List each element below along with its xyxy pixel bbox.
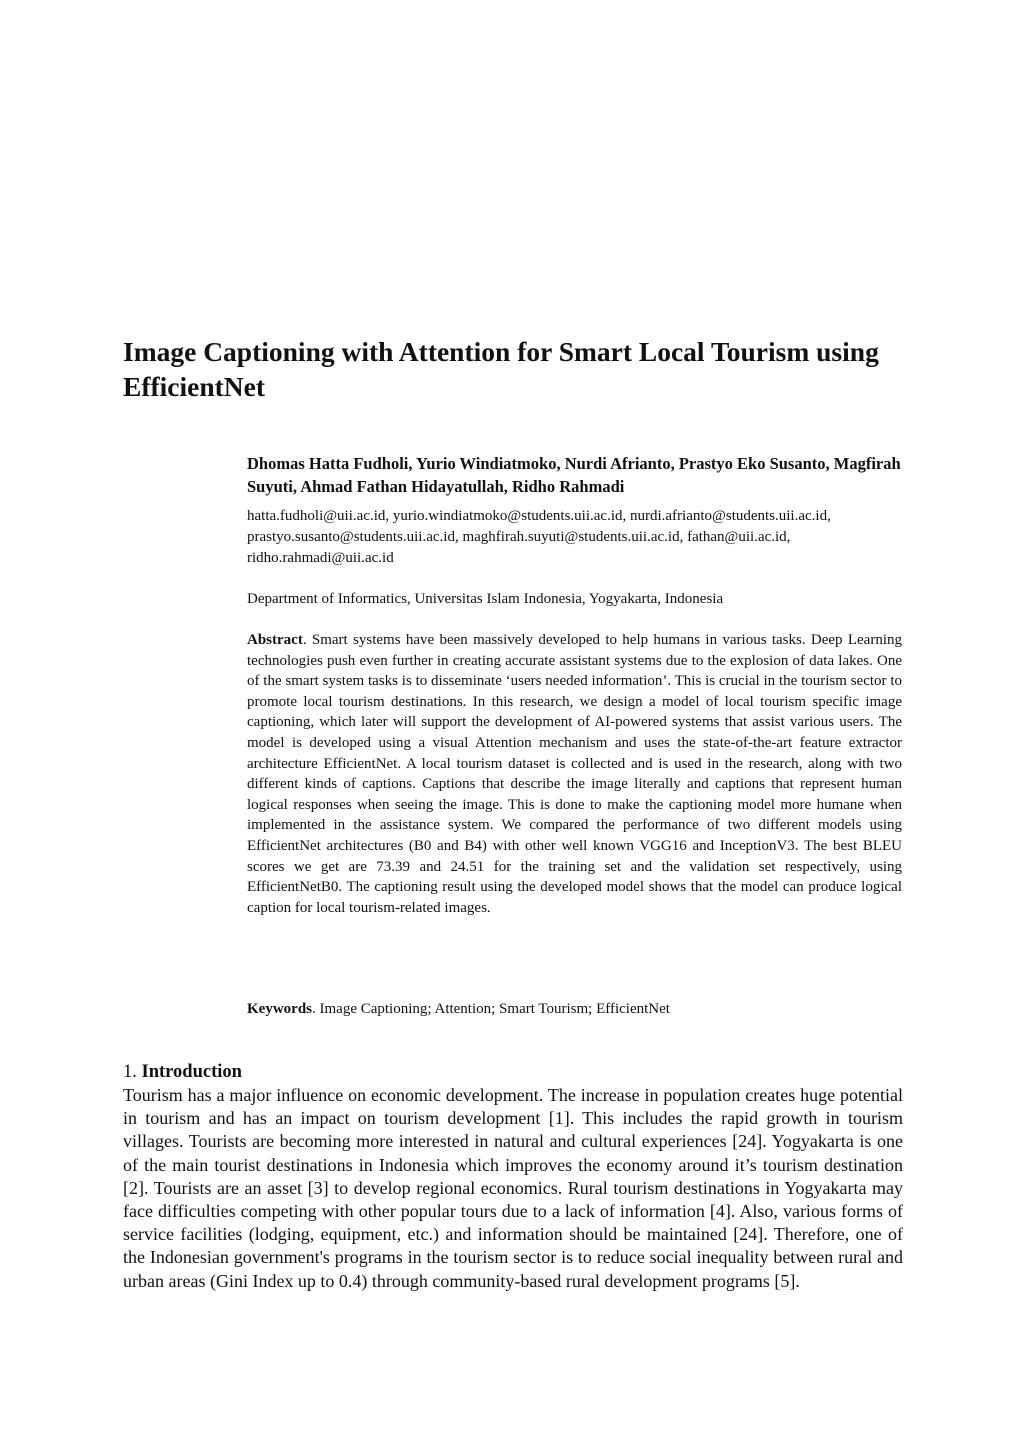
section-title: Introduction [141, 1062, 242, 1082]
introduction-paragraph: Tourism has a major influence on economic development. The increase in population creates huge potential in tourism and has an impact on tourism development [1]. This includes the rapid growth in tourism villages. Tourists are becoming more interested in natural and cultural experiences [24]. Yogyakarta is one of the main tourist destinations in Indonesia which improves the economy around it’s tourism destination [2]. Tourists are an asset [3] to develop regional economics. Rural tourism destinations in Yogyakarta may face difficulties competing with other popular tours due to a lack of information [4]. Also, various forms of service facilities (lodging, equipment, etc.) and information should be maintained [24]. Therefore, one of the Indonesian government's programs in the tourism sector is to reduce social inequality between rural and urban areas (Gini Index up to 0.4) through community-based rural development programs [5]. [123, 1085, 903, 1291]
author-list: Dhomas Hatta Fudholi, Yurio Windiatmoko, Nurdi Afrianto, Prastyo Eko Susanto, Magfirah Suyuti, Ahmad Fathan Hidayatullah, Ridho Rahmadi [247, 454, 901, 496]
abstract-text: . Smart systems have been massively developed to help humans in various tasks. Deep Learning technologies push even further in creating accurate assistant systems due to the explosion of data lakes. One of the smart system tasks is to disseminate ‘users needed information’. This is crucial in the tourism sector to promote local tourism destinations. In this research, we design a model of local tourism specific image captioning, which later will support the development of AI-powered systems that assist various users. The model is developed using a visual Attention mechanism and uses the state-of-the-art feature extractor architecture EfficientNet. A local tourism dataset is collected and is used in the research, along with two different kinds of captions. Captions that describe the image literally and captions that represent human logical responses when seeing the image. This is done to make the captioning model more humane when implemented in the assistance system. We compared the performance of two different models using EfficientNet architectures (B0 and B4) with other well known VGG16 and InceptionV3. The best BLEU scores we get are 73.39 and 24.51 for the training set and the validation set respectively, using EfficientNetB0. The captioning result using the developed model shows that the model can produce logical caption for local tourism-related images. [247, 632, 902, 916]
section-number: 1. [123, 1062, 137, 1082]
abstract [247, 630, 902, 918]
paper-title: Image Captioning with Attention for Smart Local Tourism using EfficientNet [123, 336, 879, 402]
keywords [247, 999, 902, 1020]
keywords-text: . Image Captioning; Attention; Smart Tourism; EfficientNet [312, 1001, 670, 1017]
affiliation: Department of Informatics, Universitas Islam Indonesia, Yogyakarta, Indonesia [247, 591, 724, 607]
abstract-label: Abstract [247, 632, 303, 648]
author-emails: hatta.fudholi@uii.ac.id, yurio.windiatmoko@students.uii.ac.id, nurdi.afrianto@students.uii.ac.id, prastyo.susanto@students.uii.ac.id, maghfirah.suyuti@students.uii.ac.id, fathan@uii.ac.id, ridho.rahmadi@uii.ac.id [247, 508, 831, 566]
section-heading-introduction [123, 1060, 903, 1084]
keywords-label: Keywords [247, 1001, 312, 1017]
